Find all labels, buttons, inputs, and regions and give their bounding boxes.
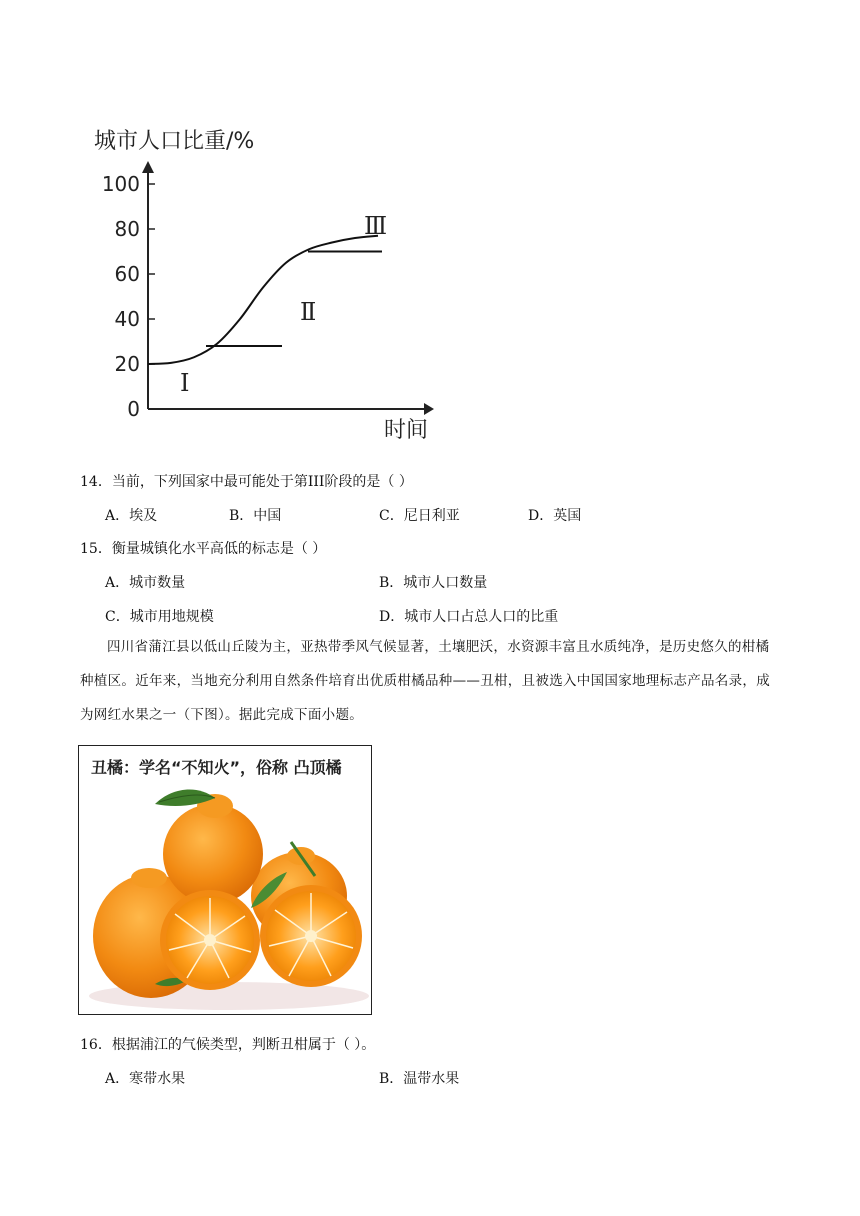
question-15: 15．衡量城镇化水平高低的标志是（ ）: [80, 541, 327, 557]
q16-option-b[interactable]: B．温带水果: [379, 1071, 460, 1087]
q15-option-b[interactable]: B．城市人口数量: [379, 575, 488, 591]
y-tick-label-40: 40: [114, 307, 140, 331]
q14-option-b[interactable]: B．中国: [229, 508, 282, 524]
q14-option-d[interactable]: D．英国: [528, 508, 582, 524]
q15-option-a[interactable]: A．城市数量: [105, 575, 186, 591]
y-tick-label-60: 60: [114, 262, 140, 286]
q15-option-d[interactable]: D．城市人口占总人口的比重: [379, 609, 559, 625]
q16-option-a[interactable]: A．寒带水果: [105, 1071, 186, 1087]
urbanization-curve: [148, 236, 378, 364]
urbanization-chart: [80, 115, 450, 450]
stage-label-2: Ⅱ: [300, 298, 317, 326]
x-axis-label: 时间: [384, 418, 429, 443]
q14-option-a[interactable]: A．埃及: [105, 508, 158, 524]
reading-passage: 四川省蒲江县以低山丘陵为主，亚热带季风气候显著，土壤肥沃，水资源丰富且水质纯净，是历史悠久的柑橘种植区。近年来，当地充分利用自然条件培育出优质柑橘品种——丑柑，且被选入中国国家地理标志产品名录，成为网红水果之一（下图）。据此完成下面小题。: [80, 639, 770, 723]
y-axis-label: 城市人口比重/%: [94, 129, 255, 154]
y-axis-arrow: [142, 161, 154, 173]
question-14: 14．当前，下列国家中最可能处于第III阶段的是（ ）: [80, 474, 413, 490]
x-axis-arrow: [424, 403, 434, 415]
y-tick-label-20: 20: [114, 352, 140, 376]
y-tick-label-0: 0: [127, 397, 140, 421]
q14-option-c[interactable]: C．尼日利亚: [379, 508, 460, 524]
q15-option-c[interactable]: C．城市用地规模: [105, 609, 214, 625]
oranges-illustration: [79, 746, 371, 1014]
photo-caption: 丑橘：学名“不知火”，俗称 凸顶橘: [91, 758, 342, 777]
stage-label-1: Ⅰ: [180, 369, 190, 397]
ugly-orange-photo: [78, 745, 372, 1015]
stage-label-3: Ⅲ: [364, 212, 388, 240]
question-16: 16．根据浦江的气候类型，判断丑柑属于（ ）。: [80, 1037, 376, 1053]
orange-top: [163, 804, 263, 904]
y-tick-label-100: 100: [101, 172, 140, 196]
y-tick-label-80: 80: [114, 217, 140, 241]
